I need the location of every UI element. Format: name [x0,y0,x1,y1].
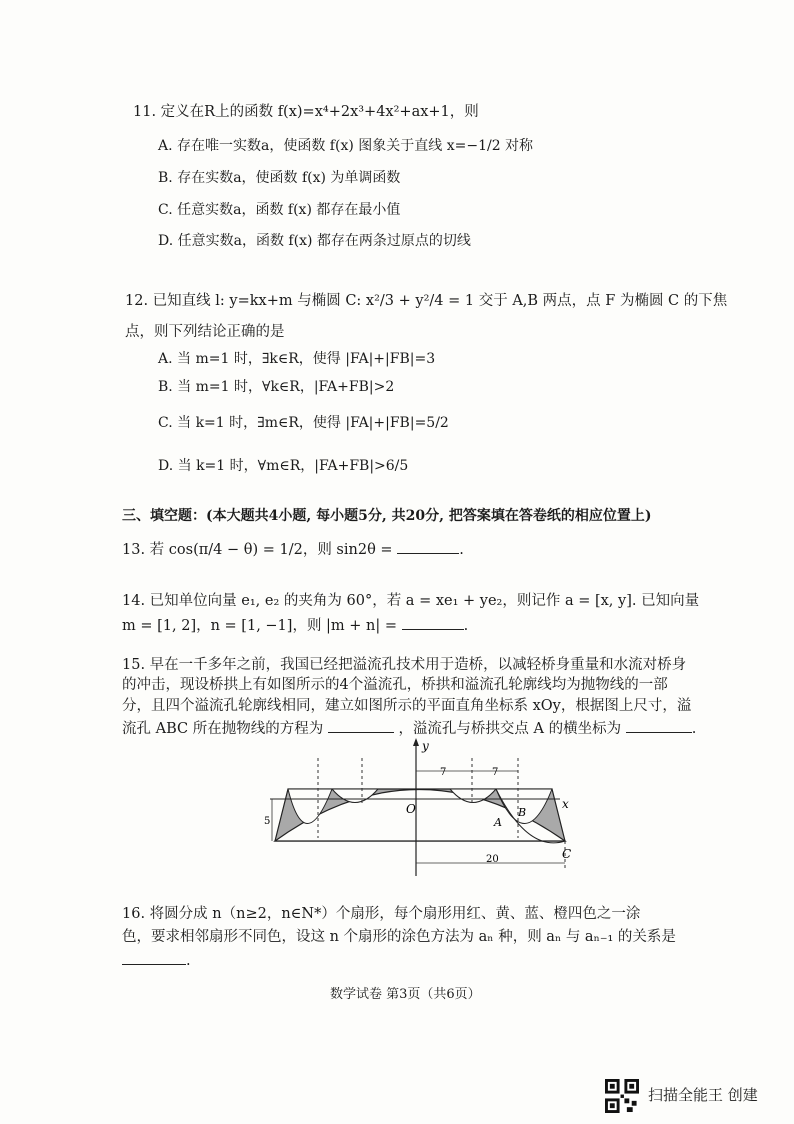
q12-option-c: C. 当 k=1 时，∃m∈R，使得 |FA|+|FB|=5/2 [158,415,449,431]
q13-stem: 13. 若 cos(π/4 − θ) = 1/2，则 sin2θ = [122,542,393,558]
label-a: A [494,816,502,829]
q14-line2: m = [1, 2]，n = [1, −1]，则 |m + n| = [122,618,398,634]
q11-option-d: D. 任意实数a，函数 f(x) 都存在两条过原点的切线 [158,233,471,249]
label-c: C [562,847,572,861]
q15-line2: 的冲击，现设桥拱上有如图所示的4个溢流孔，桥拱和溢流孔轮廓线均为抛物线的一部 [122,677,668,693]
q13-text: 13. 若 cos(π/4 − θ) = 1/2，则 sin2θ = . [122,539,464,559]
qr-code-icon [605,1079,639,1113]
q12-stem-line1: 12. 已知直线 l: y=kx+m 与椭圆 C: x²/3 + y²/4 = 1 交于 A,B 两点，点 F 为椭圆 C 的下焦 [125,293,728,309]
q12-option-d: D. 当 k=1 时，∀m∈R，|FA+FB|>6/5 [158,458,409,474]
dim-7-right: 7 [492,767,499,778]
label-x: x [562,797,569,811]
q11-stem: 11. 定义在R上的函数 f(x)=x⁴+2x³+4x²+ax+1，则 [133,104,479,120]
dim-5: 5 [264,816,271,827]
q14-line1: 14. 已知单位向量 e₁, e₂ 的夹角为 60°，若 a = xe₁ + ye₂，则记作 a = [x, y]. 已知向量 [122,593,700,609]
label-b: B [518,806,527,819]
q15-line4: 流孔 ABC 所在抛物线的方程为 ，溢流孔与桥拱交点 A 的横坐标为 . [122,718,696,738]
page-footer: 数学试卷 第3页（共6页） [330,987,481,1002]
dim-7-left: 7 [440,767,447,778]
q15-blank-abscissa[interactable] [626,718,692,733]
bridge-figure [260,738,590,880]
q11-option-a: A. 存在唯一实数a，使函数 f(x) 图象关于直线 x=−1/2 对称 [158,138,534,154]
section-heading: 三、填空题：(本大题共4小题, 每小题5分, 共20分, 把答案填在答卷纸的相应位置上) [122,508,652,524]
label-y: y [422,739,429,753]
q13-answer-blank[interactable] [397,539,459,554]
q14-answer-blank[interactable] [402,615,464,630]
q12-stem-line2: 点，则下列结论正确的是 [125,324,285,340]
q15-line4a: 流孔 ABC 所在抛物线的方程为 [122,721,324,737]
q15-line1: 15. 早在一千多年之前，我国已经把溢流孔技术用于造桥，以减轻桥身重量和水流对桥身 [122,657,687,673]
q12-option-b: B. 当 m=1 时，∀k∈R，|FA+FB|>2 [158,379,395,395]
q12-option-a: A. 当 m=1 时，∃k∈R，使得 |FA|+|FB|=3 [158,351,436,367]
q16-line1: 16. 将圆分成 n（n≥2，n∈N*）个扇形，每个扇形用红、黄、蓝、橙四色之一涂 [122,906,641,922]
q15-line3: 分，且四个溢流孔轮廓线相同，建立如图所示的平面直角坐标系 xOy，根据图上尺寸，溢 [122,698,692,714]
dim-20: 20 [486,854,499,865]
label-origin: O [406,802,416,816]
q15-line4b: ，溢流孔与桥拱交点 A 的横坐标为 [398,721,622,737]
q11-option-c: C. 任意实数a，函数 f(x) 都存在最小值 [158,202,401,218]
watermark-text: 扫描全能王 创建 [648,1086,758,1104]
q11-option-b: B. 存在实数a，使函数 f(x) 为单调函数 [158,170,401,186]
q15-blank-equation[interactable] [328,718,394,733]
q14-line2-wrap: m = [1, 2]，n = [1, −1]，则 |m + n| = . [122,615,468,635]
q16-line2: 色，要求相邻扇形不同色，设这 n 个扇形的涂色方法为 aₙ 种，则 aₙ 与 aₙ₋₁ 的关系是 [122,929,676,945]
q16-answer-blank[interactable] [122,950,186,965]
q16-line3: . [122,950,191,970]
y-axis-arrow [413,738,419,746]
